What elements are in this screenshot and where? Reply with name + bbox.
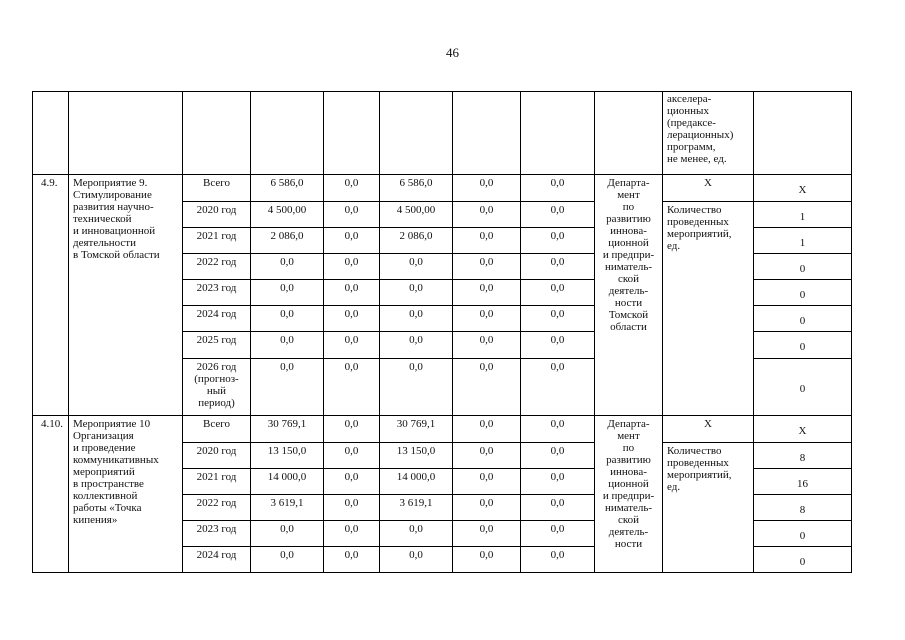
target-value-cell: 1: [754, 228, 852, 254]
local-value-cell: 0,0: [453, 547, 521, 573]
extrabudget-value-cell: 0,0: [521, 547, 595, 573]
federal-value-cell: 0,0: [324, 443, 380, 469]
year-cell: 2020 год: [183, 202, 251, 228]
local-value-cell: 0,0: [453, 228, 521, 254]
regional-value-cell: 0,0: [380, 359, 453, 416]
federal-value-cell: 0,0: [324, 280, 380, 306]
local-value-cell: 0,0: [453, 306, 521, 332]
total-value-cell: 6 586,0: [251, 175, 324, 202]
federal-value-cell: 0,0: [324, 521, 380, 547]
indicator-name-cell: Количество проведенных мероприятий, ед.: [663, 202, 754, 416]
year-cell: 2022 год: [183, 495, 251, 521]
regional-value-cell: 4 500,00: [380, 202, 453, 228]
total-value-cell: 0,0: [251, 521, 324, 547]
regional-value-cell: 14 000,0: [380, 469, 453, 495]
section-name: Мероприятие 9. Стимулирование развития научно- технической и инновационной деятельности в Томской области: [69, 175, 183, 416]
regional-value-cell: 0,0: [380, 254, 453, 280]
target-value-cell: 16: [754, 469, 852, 495]
department-cell: Департа- мент по развитию иннова- ционной и предпри- ниматель- ской деятель- ности Томской области: [595, 175, 663, 416]
cont-num-cell: [33, 92, 69, 175]
target-value-cell: 0: [754, 254, 852, 280]
cont-v5-cell: [521, 92, 595, 175]
target-value-cell: X: [754, 416, 852, 443]
extrabudget-value-cell: 0,0: [521, 443, 595, 469]
department-cell: Департа- мент по развитию иннова- ционной и предпри- ниматель- ской деятель- ности: [595, 416, 663, 573]
local-value-cell: 0,0: [453, 416, 521, 443]
year-cell: 2021 год: [183, 228, 251, 254]
regional-value-cell: 0,0: [380, 521, 453, 547]
local-value-cell: 0,0: [453, 359, 521, 416]
extrabudget-value-cell: 0,0: [521, 280, 595, 306]
federal-value-cell: 0,0: [324, 202, 380, 228]
extrabudget-value-cell: 0,0: [521, 416, 595, 443]
year-cell: 2026 год (прогноз- ный период): [183, 359, 251, 416]
total-value-cell: 13 150,0: [251, 443, 324, 469]
cont-name-cell: [69, 92, 183, 175]
total-value-cell: 0,0: [251, 254, 324, 280]
table-row: [33, 175, 852, 202]
local-value-cell: 0,0: [453, 332, 521, 359]
section-number: 4.9.: [33, 175, 69, 416]
target-value-cell: 0: [754, 332, 852, 359]
target-value-cell: 0: [754, 359, 852, 416]
target-value-cell: 8: [754, 495, 852, 521]
local-value-cell: 0,0: [453, 254, 521, 280]
page-number: 46: [446, 45, 459, 60]
extrabudget-value-cell: 0,0: [521, 254, 595, 280]
section-name: Мероприятие 10 Организация и проведение коммуникативных мероприятий в пространстве коллективной работы «Точка кипения»: [69, 416, 183, 573]
total-value-cell: 0,0: [251, 359, 324, 416]
local-value-cell: 0,0: [453, 443, 521, 469]
federal-value-cell: 0,0: [324, 495, 380, 521]
extrabudget-value-cell: 0,0: [521, 469, 595, 495]
federal-value-cell: 0,0: [324, 306, 380, 332]
cont-dept-cell: [595, 92, 663, 175]
regional-value-cell: 13 150,0: [380, 443, 453, 469]
federal-value-cell: 0,0: [324, 332, 380, 359]
indicator-x-cell: [663, 416, 754, 443]
total-value-cell: 0,0: [251, 547, 324, 573]
federal-value-cell: 0,0: [324, 359, 380, 416]
year-cell: 2024 год: [183, 547, 251, 573]
cont-v1-cell: [251, 92, 324, 175]
extrabudget-value-cell: 0,0: [521, 202, 595, 228]
cont-v2-cell: [324, 92, 380, 175]
local-value-cell: 0,0: [453, 175, 521, 202]
regional-value-cell: 2 086,0: [380, 228, 453, 254]
total-value-cell: 30 769,1: [251, 416, 324, 443]
total-value-cell: 0,0: [251, 306, 324, 332]
regional-value-cell: 0,0: [380, 306, 453, 332]
federal-value-cell: 0,0: [324, 416, 380, 443]
extrabudget-value-cell: 0,0: [521, 306, 595, 332]
cont-v3-cell: [380, 92, 453, 175]
extrabudget-value-cell: 0,0: [521, 521, 595, 547]
regional-value-cell: 0,0: [380, 332, 453, 359]
target-value-cell: 0: [754, 521, 852, 547]
target-value-cell: 0: [754, 547, 852, 573]
continuation-row: [33, 92, 852, 175]
section-number: 4.10.: [33, 416, 69, 573]
extrabudget-value-cell: 0,0: [521, 495, 595, 521]
regional-value-cell: 30 769,1: [380, 416, 453, 443]
cont-v4-cell: [453, 92, 521, 175]
local-value-cell: 0,0: [453, 521, 521, 547]
year-cell: 2023 год: [183, 521, 251, 547]
extrabudget-value-cell: 0,0: [521, 359, 595, 416]
year-cell: Всего: [183, 175, 251, 202]
cont-target-cell: [754, 92, 852, 175]
federal-value-cell: 0,0: [324, 547, 380, 573]
target-value-cell: 0: [754, 280, 852, 306]
local-value-cell: 0,0: [453, 469, 521, 495]
indicator-cell: акселера- ционных (предаксе- лерационных) программ, не менее, ед.: [663, 92, 754, 175]
total-value-cell: 2 086,0: [251, 228, 324, 254]
federal-value-cell: 0,0: [324, 469, 380, 495]
target-value-cell: 0: [754, 306, 852, 332]
year-cell: 2021 год: [183, 469, 251, 495]
year-cell: 2022 год: [183, 254, 251, 280]
year-cell: 2023 год: [183, 280, 251, 306]
local-value-cell: 0,0: [453, 495, 521, 521]
total-value-cell: 14 000,0: [251, 469, 324, 495]
extrabudget-value-cell: 0,0: [521, 332, 595, 359]
year-cell: 2020 год: [183, 443, 251, 469]
total-value-cell: 0,0: [251, 332, 324, 359]
federal-value-cell: 0,0: [324, 228, 380, 254]
program-table: [32, 91, 852, 573]
extrabudget-value-cell: 0,0: [521, 175, 595, 202]
indicator-x: X: [704, 418, 712, 430]
year-cell: 2024 год: [183, 306, 251, 332]
regional-value-cell: 0,0: [380, 280, 453, 306]
target-value-cell: 8: [754, 443, 852, 469]
federal-value-cell: 0,0: [324, 254, 380, 280]
local-value-cell: 0,0: [453, 202, 521, 228]
target-value-cell: 1: [754, 202, 852, 228]
year-cell: Всего: [183, 416, 251, 443]
regional-value-cell: 3 619,1: [380, 495, 453, 521]
total-value-cell: 4 500,00: [251, 202, 324, 228]
target-value-cell: X: [754, 175, 852, 202]
indicator-x-cell: [663, 175, 754, 202]
cont-year-cell: [183, 92, 251, 175]
federal-value-cell: 0,0: [324, 175, 380, 202]
local-value-cell: 0,0: [453, 280, 521, 306]
regional-value-cell: 6 586,0: [380, 175, 453, 202]
year-cell: 2025 год: [183, 332, 251, 359]
total-value-cell: 0,0: [251, 280, 324, 306]
total-value-cell: 3 619,1: [251, 495, 324, 521]
indicator-x: X: [704, 177, 712, 189]
extrabudget-value-cell: 0,0: [521, 228, 595, 254]
indicator-name-cell: Количество проведенных мероприятий, ед.: [663, 443, 754, 573]
regional-value-cell: 0,0: [380, 547, 453, 573]
table-row: [33, 416, 852, 443]
